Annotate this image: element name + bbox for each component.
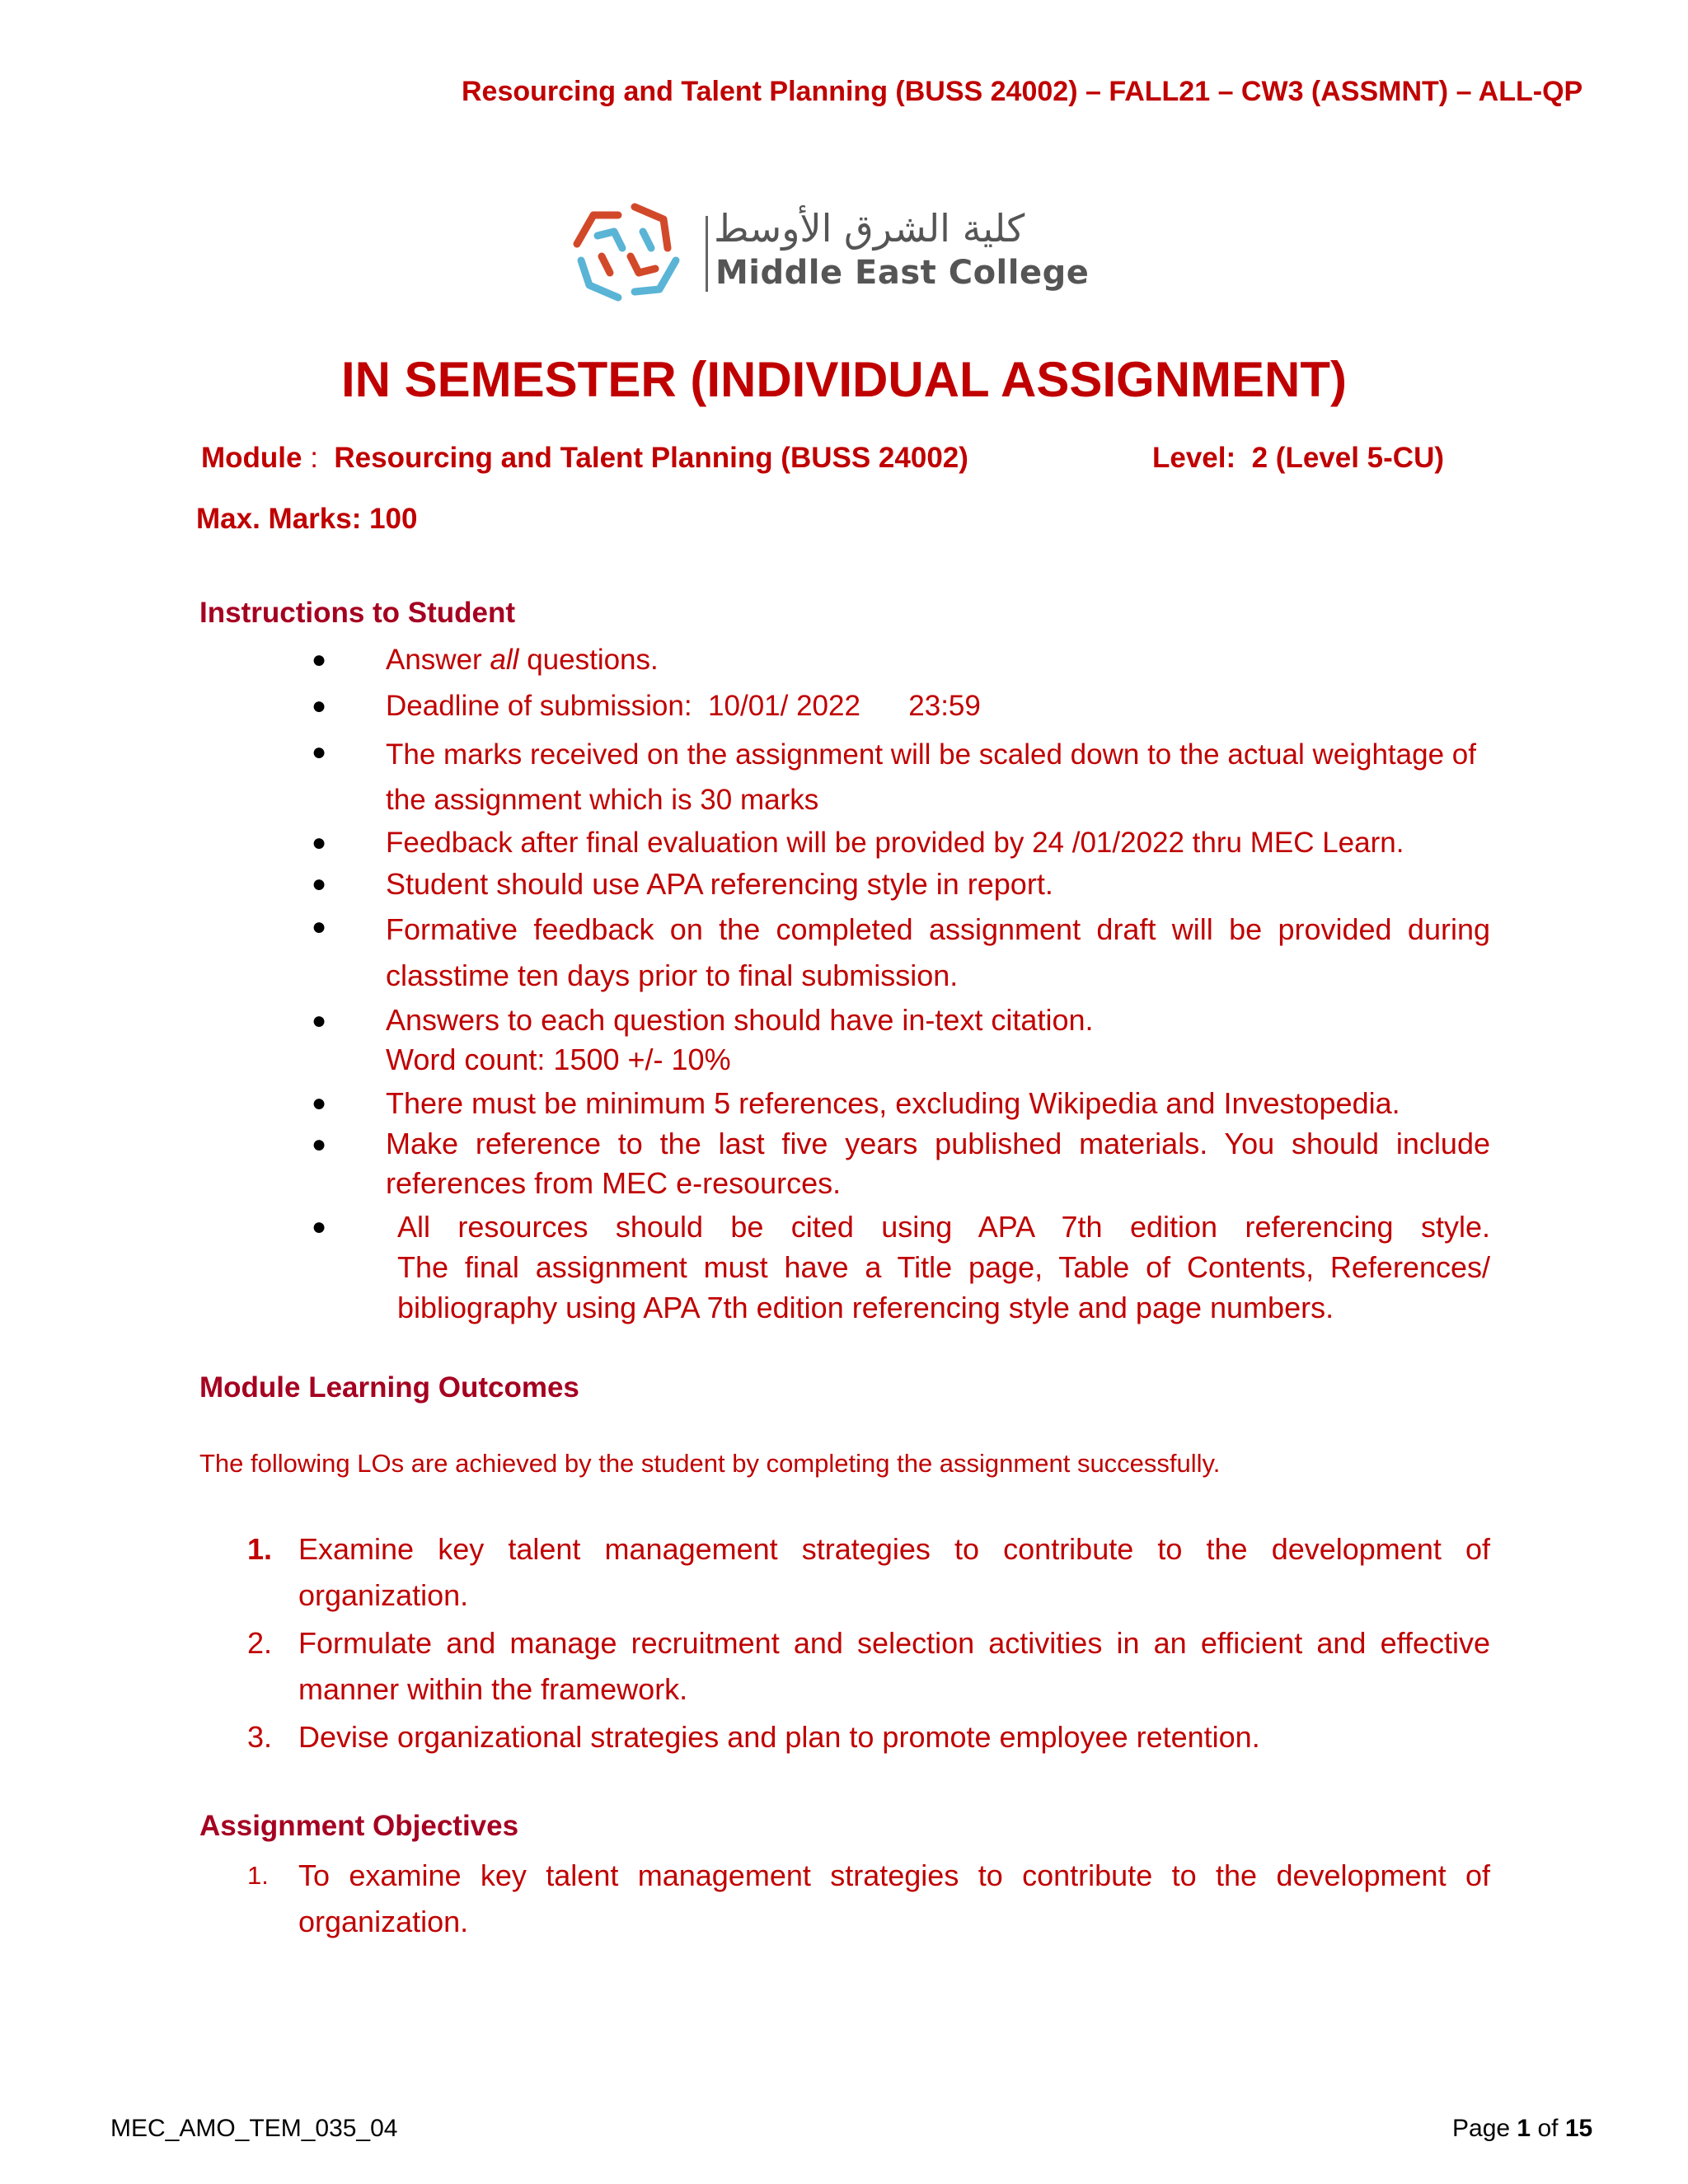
bullet-icon: ● [312,913,327,940]
logo-arabic-name: كلية الشرق الأوسط [714,206,1025,251]
instruction-item: ● All resources should be cited using APA 7th edition referencing style. The final assignment must have a Title page, Table of Contents, References/ bibliography using APA 7th edition referencing style and page numbers. [312,1207,1490,1330]
bullet-icon: ● [312,1213,327,1240]
module-label-row [201,442,968,475]
bullet-icon: ● [312,829,327,856]
bullet-icon: ● [312,870,327,898]
instruction-item: ● There must be minimum 5 references, excluding Wikipedia and Investopedia. [312,1083,1490,1124]
level-label: Level: [1152,442,1236,474]
page-number: Page 1 of 15 [1452,2115,1593,2142]
instruction-item: ● The marks received on the assignment will be scaled down to the actual weightage of the assignment which is 30 marks [312,732,1490,823]
max-marks: Max. Marks: 100 [196,503,418,535]
level-row [1152,442,1444,475]
bullet-icon: ● [312,1007,327,1034]
objectives-heading: Assignment Objectives [199,1810,519,1842]
module-label: Module [201,442,302,474]
logo-english-name: Middle East College [715,254,1090,292]
bullet-icon: ● [312,646,327,673]
learning-outcome-item: 1. Examine key talent management strategies to contribute to the development of organization. [247,1532,1490,1612]
instructions-heading: Instructions to Student [199,597,516,629]
instruction-item: ● Student should use APA referencing style in report. [312,864,1490,905]
bullet-icon: ● [312,1090,327,1117]
learning-outcomes-intro: The following LOs are achieved by the student by completing the assignment successfully. [199,1449,1221,1478]
level-value: 2 (Level 5-CU) [1251,442,1445,474]
bullet-icon: ● [312,1131,327,1158]
page-title: IN SEMESTER (INDIVIDUAL ASSIGNMENT) [340,352,1348,407]
instruction-item: ● Feedback after final evaluation will be provided by 24 /01/2022 thru MEC Learn. [312,823,1490,864]
learning-outcome-item: 2. Formulate and manage recruitment and selection activities in an efficient and effective manner within the framework. [247,1626,1490,1706]
running-header: Resourcing and Talent Planning (BUSS 24002) – FALL21 – CW3 (ASSMNT) – ALL-QP [462,76,1583,107]
learning-outcomes-heading: Module Learning Outcomes [199,1371,579,1404]
document-code: MEC_AMO_TEM_035_04 [110,2115,398,2142]
module-separator: : [310,442,318,474]
module-name: Resourcing and Talent Planning (BUSS 24002) [334,442,968,474]
objective-item: 1. To examine key talent management strategies to contribute to the development of organization. [247,1858,1490,1938]
instruction-item: ● Formative feedback on the completed assignment draft will be provided during classtime ten days prior to final submission. [312,907,1490,999]
instruction-item: ● Answer all questions. [312,640,1490,681]
instruction-item: ● Answers to each question should have in-text citation. Word count: 1500 +/- 10% [312,1001,1490,1083]
logo-divider [706,216,708,292]
bullet-icon: ● [312,692,327,719]
bullet-icon: ● [312,738,327,766]
instruction-item: ● Deadline of submission: 10/01/ 2022 23:59 [312,686,1490,727]
learning-outcome-item: 3. Devise organizational strategies and plan to promote employee retention. [247,1720,1260,1754]
instruction-item: ● Make reference to the last five years published materials. You should include references from MEC e-resources. [312,1124,1490,1207]
